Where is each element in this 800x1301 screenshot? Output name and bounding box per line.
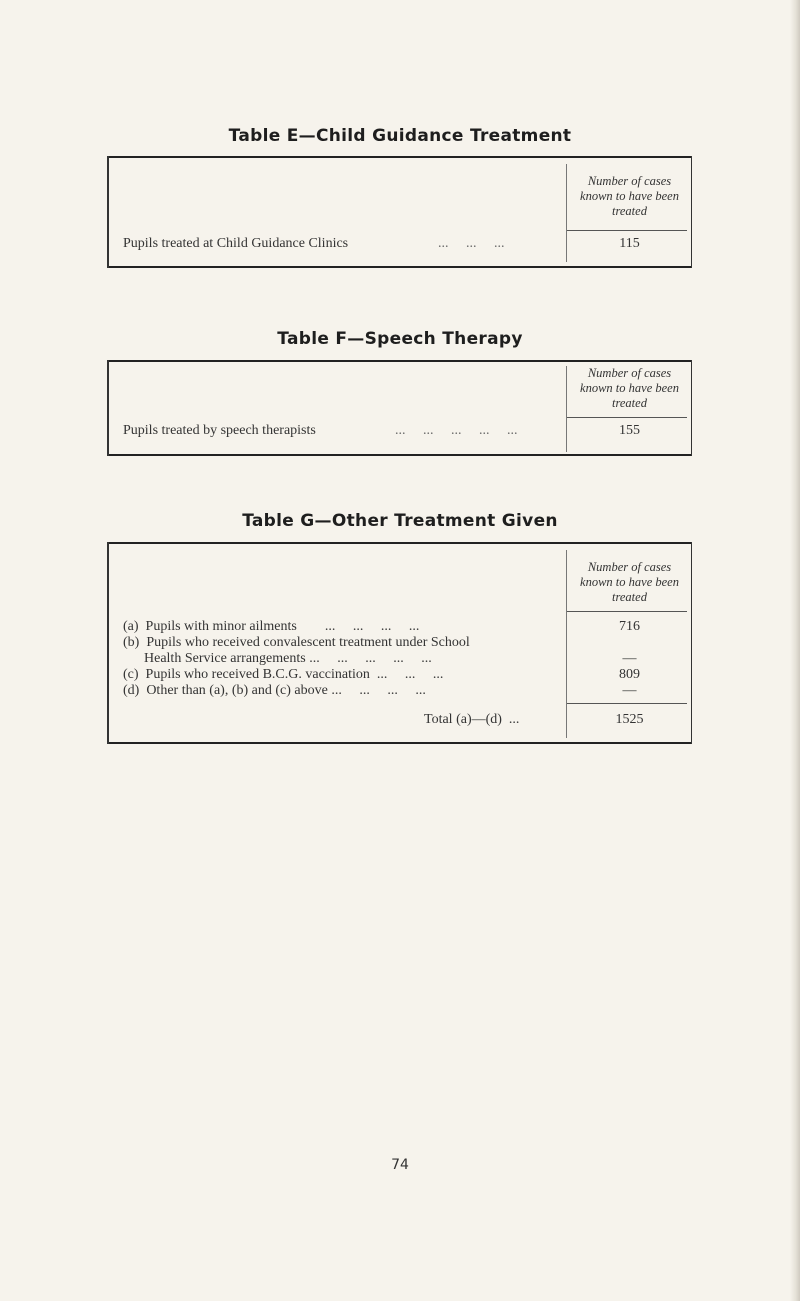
table-g-total-label: Total (a)—(d) ...	[424, 712, 520, 727]
rule	[107, 360, 692, 362]
header-underline	[567, 611, 687, 612]
header-line: Number of cases	[587, 366, 672, 380]
table-e-column-header	[567, 174, 692, 219]
table-e-row-label: Pupils treated at Child Guidance Clinics	[123, 236, 349, 251]
header-line: known to have been	[580, 381, 679, 395]
rule	[107, 542, 692, 544]
header-line: Number of cases	[587, 174, 672, 188]
table-g-row-label: Health Service arrangements ... ... ... ... ...	[123, 651, 432, 666]
header-line: treated	[612, 590, 647, 604]
leader-dots: ... ... ...	[438, 236, 505, 251]
rule	[107, 454, 692, 456]
table-g-row-label: (c) Pupils who received B.C.G. vaccination ... ... ...	[123, 667, 444, 682]
total-rule	[567, 703, 687, 704]
table-g-row-value: —	[622, 651, 637, 666]
page-edge	[790, 0, 800, 1301]
table-f-row-label: Pupils treated by speech therapists	[123, 423, 316, 438]
table-g-row-label: (b) Pupils who received convalescent treatment under School	[123, 635, 470, 650]
table-f-column-header	[567, 366, 692, 411]
leader-dots: ... ... ... ... ...	[395, 423, 518, 438]
rule	[107, 360, 109, 456]
table-f-row-value: 155	[619, 423, 640, 438]
table-g-column-header	[567, 560, 692, 605]
header-line: known to have been	[580, 575, 679, 589]
table-e-row-value: 115	[619, 236, 640, 251]
table-g	[107, 542, 692, 744]
table-g-row-value: 809	[619, 667, 640, 682]
table-g-total-value: 1525	[615, 712, 644, 727]
header-line: treated	[612, 204, 647, 218]
table-f	[107, 360, 692, 456]
table-f-title: Table F—Speech Therapy	[277, 329, 523, 349]
rule	[107, 266, 692, 268]
table-e	[107, 156, 692, 268]
rule	[107, 156, 109, 268]
rule	[107, 542, 109, 744]
header-line: treated	[612, 396, 647, 410]
table-g-row-label: (d) Other than (a), (b) and (c) above ... ... ... ...	[123, 683, 426, 698]
header-line: Number of cases	[587, 560, 672, 574]
header-underline	[567, 417, 687, 418]
rule	[107, 156, 692, 158]
table-e-title: Table E—Child Guidance Treatment	[228, 126, 572, 146]
rule	[107, 742, 692, 744]
page-number: 74	[391, 1157, 409, 1173]
table-g-row-value: —	[622, 683, 637, 698]
table-g-row-value: 716	[619, 619, 640, 634]
header-line: known to have been	[580, 189, 679, 203]
table-g-title: Table G—Other Treatment Given	[242, 511, 558, 531]
table-g-row-label: (a) Pupils with minor ailments ... ... ... ...	[123, 619, 420, 634]
header-underline	[567, 230, 687, 231]
